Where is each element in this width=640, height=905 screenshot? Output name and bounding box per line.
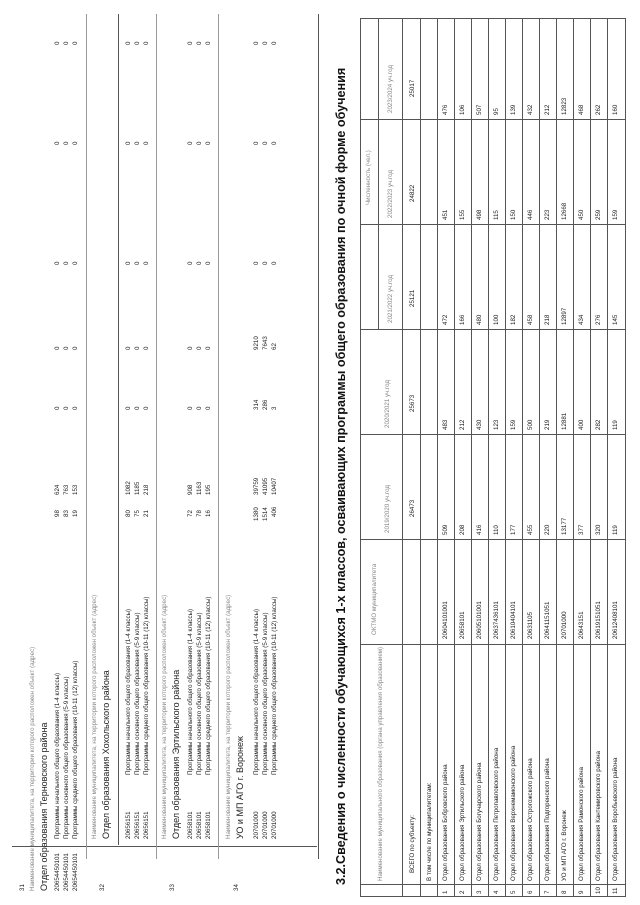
cell-v2023: 212 xyxy=(544,104,551,115)
cell-name: Отдел образования Богучарского района xyxy=(476,762,483,881)
row-v5: 0 xyxy=(205,261,212,265)
cell-octmo: 20637436101 xyxy=(493,601,500,639)
row-v3: 0 xyxy=(63,406,70,410)
row-v5: 0 xyxy=(63,261,70,265)
row-v1: 98 xyxy=(54,510,61,517)
row-v5: 0 xyxy=(196,261,203,265)
row-v6: 0 xyxy=(72,141,79,145)
total-2021: 25121 xyxy=(409,289,416,307)
row-code: 20656151 xyxy=(143,811,150,839)
cell-v2021: 100 xyxy=(493,314,500,325)
cell-v2021: 218 xyxy=(544,314,551,325)
row-rule xyxy=(454,18,455,897)
row-v7: 0 xyxy=(125,41,132,45)
cell-n: 10 xyxy=(595,887,602,894)
cell-v2023: 476 xyxy=(442,104,449,115)
row-program: Программы среднего общего образования (10-11 (12) классы) xyxy=(72,660,79,839)
row-v6: 0 xyxy=(125,141,132,145)
row-program: Программы начального общего образования (1-4 классы) xyxy=(253,608,260,775)
cell-v2021: 458 xyxy=(527,314,534,325)
row-v4: 7643 xyxy=(262,336,269,350)
cell-name: УО и МП АГО г. Воронеж xyxy=(561,810,568,881)
col-rule xyxy=(360,884,626,885)
row-code: 20658101 xyxy=(187,811,194,839)
row-v4: 0 xyxy=(143,346,150,350)
cell-v2023: 432 xyxy=(527,104,534,115)
cell-n: 3 xyxy=(476,890,483,894)
cell-name: Отдел образования Острогожского района xyxy=(527,758,534,881)
cell-v2021: 276 xyxy=(595,314,602,325)
cell-name: Отдел образования Эртильского района xyxy=(459,764,466,881)
row-code: 20654450101 xyxy=(54,853,61,891)
header-2023: 2023/2024 уч.год xyxy=(387,64,394,113)
cell-n: 11 xyxy=(612,887,619,894)
row-v3: 0 xyxy=(125,406,132,410)
cell-v2022: 451 xyxy=(442,209,449,220)
row-program: Программы основного общего образования (5-9 классы) xyxy=(196,612,203,775)
row-v1: 16 xyxy=(205,510,212,517)
total-2022: 24822 xyxy=(409,184,416,202)
row-v4: 0 xyxy=(134,346,141,350)
block-caption: Наименование муниципалитета, на территории которого расположен объект (адрес) xyxy=(161,594,168,839)
row-v3: 314 xyxy=(253,399,260,410)
row-rule xyxy=(505,18,506,897)
cell-v2021: 12897 xyxy=(561,307,568,325)
cell-name: Отдел образования Петропавловского района xyxy=(493,747,500,881)
cell-v2019: 377 xyxy=(578,524,585,535)
row-v3: 286 xyxy=(262,399,269,410)
cell-octmo: 20605101001 xyxy=(476,601,483,639)
cell-v2022: 159 xyxy=(612,209,619,220)
block-index: 34 xyxy=(233,884,240,891)
row-v2: 908 xyxy=(187,484,194,495)
block-rule xyxy=(118,14,119,845)
row-program: Программы основного общего образования (5-9 классы) xyxy=(134,612,141,775)
cell-v2020: 123 xyxy=(493,419,500,430)
header-2022: 2022/2023 уч.год xyxy=(387,169,394,218)
cell-n: 4 xyxy=(493,890,500,894)
cell-v2022: 150 xyxy=(510,209,517,220)
subhead-label: В том числе по муниципалитетам: xyxy=(426,782,433,881)
row-v1: 83 xyxy=(63,510,70,517)
row-v1: 78 xyxy=(196,510,203,517)
row-v5: 0 xyxy=(134,261,141,265)
cell-n: 9 xyxy=(578,890,585,894)
row-v6: 0 xyxy=(54,141,61,145)
table-border-left xyxy=(360,896,626,897)
row-v5: 0 xyxy=(253,261,260,265)
row-v6: 0 xyxy=(187,141,194,145)
cell-v2019: 509 xyxy=(442,524,449,535)
col-rule xyxy=(360,644,626,645)
row-v1: 1380 xyxy=(253,507,260,521)
row-program: Программы начального общего образования (1-4 классы) xyxy=(125,608,132,775)
row-v7: 0 xyxy=(196,41,203,45)
cell-v2019: 208 xyxy=(459,524,466,535)
cell-v2019: 416 xyxy=(476,524,483,535)
section-title: 3.2.Сведения о численности обучающихся 1-х классов, осваивающих программы общего образования по очной форме обучения xyxy=(334,67,348,885)
block-title: Отдел образования Хохольского района xyxy=(101,670,111,839)
row-v3: 0 xyxy=(54,406,61,410)
row-v6: 0 xyxy=(134,141,141,145)
row-v2: 624 xyxy=(54,484,61,495)
cell-v2021: 145 xyxy=(612,314,619,325)
row-rule xyxy=(539,18,540,897)
row-code: 20654450101 xyxy=(72,853,79,891)
row-v1: 80 xyxy=(125,510,132,517)
row-v1: 75 xyxy=(134,510,141,517)
row-v6: 0 xyxy=(63,141,70,145)
cell-v2019: 320 xyxy=(595,524,602,535)
row-code: 20656151 xyxy=(125,811,132,839)
cell-v2020: 483 xyxy=(442,419,449,430)
cell-n: 7 xyxy=(544,890,551,894)
row-v5: 0 xyxy=(54,261,61,265)
row-v4: 0 xyxy=(187,346,194,350)
cell-v2023: 507 xyxy=(476,104,483,115)
row-rule xyxy=(488,18,489,897)
row-v5: 0 xyxy=(187,261,194,265)
header-octmo: ОКТМО муниципалитета xyxy=(371,563,378,635)
cell-v2022: 450 xyxy=(578,209,585,220)
row-v6: 0 xyxy=(262,141,269,145)
cell-v2023: 12823 xyxy=(561,97,568,115)
total-2020: 25673 xyxy=(409,394,416,412)
cell-octmo: 20604101001 xyxy=(442,601,449,639)
row-v2: 39759 xyxy=(253,477,260,495)
block-caption: Наименование муниципалитета, на территории которого расположен объект (адрес) xyxy=(29,646,36,891)
cell-name: Отдел образования Воробьевского района xyxy=(612,757,619,881)
col-rule xyxy=(360,224,626,225)
row-code: 20701000 xyxy=(262,811,269,839)
cell-octmo: 20641151051 xyxy=(544,601,551,639)
row-v5: 0 xyxy=(125,261,132,265)
table-border-bottom xyxy=(625,18,626,897)
row-v2: 218 xyxy=(143,484,150,495)
row-v7: 0 xyxy=(253,41,260,45)
row-v5: 0 xyxy=(143,261,150,265)
row-v4: 0 xyxy=(205,346,212,350)
row-v4: 0 xyxy=(196,346,203,350)
row-rule xyxy=(437,18,438,897)
row-v1: 406 xyxy=(271,506,278,517)
row-v7: 0 xyxy=(187,41,194,45)
block-index: 31 xyxy=(19,884,26,891)
row-rule xyxy=(522,18,523,897)
row-v1: 21 xyxy=(143,510,150,517)
cell-v2022: 259 xyxy=(595,209,602,220)
row-v2: 153 xyxy=(72,484,79,495)
row-program: Программы среднего общего образования (10-11 (12) классы) xyxy=(143,596,150,775)
block-title: Отдел образования Терновского района xyxy=(39,722,49,891)
row-v3: 0 xyxy=(196,406,203,410)
cell-v2023: 95 xyxy=(493,108,500,115)
cell-name: Отдел образования Бобровского района xyxy=(442,764,449,881)
cell-v2020: 500 xyxy=(527,419,534,430)
cell-v2023: 468 xyxy=(578,104,585,115)
row-program: Программы начального общего образования (1-4 классы) xyxy=(54,672,61,839)
block-divider xyxy=(156,14,157,859)
cell-v2022: 12668 xyxy=(561,202,568,220)
cell-v2022: 155 xyxy=(459,209,466,220)
upper-bottom-rule xyxy=(318,14,319,859)
header-2020: 2020/2021 уч.год xyxy=(384,379,391,428)
row-code: 20656151 xyxy=(134,811,141,839)
cell-n: 6 xyxy=(527,890,534,894)
col-rule xyxy=(360,119,626,120)
header-name: Наименование муниципального образования (органа управления образованием) xyxy=(377,646,384,881)
row-program: Программы основного общего образования (5-9 классы) xyxy=(262,612,269,775)
table-border-top xyxy=(360,18,361,897)
row-v2: 195 xyxy=(205,484,212,495)
cell-v2022: 223 xyxy=(544,209,551,220)
cell-name: Отдел образования Подгоренского района xyxy=(544,758,551,881)
row-v6: 0 xyxy=(143,141,150,145)
cell-v2023: 262 xyxy=(595,104,602,115)
row-code: 20701000 xyxy=(271,811,278,839)
cell-v2021: 182 xyxy=(510,314,517,325)
cell-v2020: 400 xyxy=(578,419,585,430)
total-2023: 25017 xyxy=(409,79,416,97)
row-code: 20658101 xyxy=(205,811,212,839)
cell-v2021: 434 xyxy=(578,314,585,325)
cell-v2022: 446 xyxy=(527,209,534,220)
total-2019: 26473 xyxy=(409,499,416,517)
row-v3: 0 xyxy=(205,406,212,410)
row-v4: 0 xyxy=(72,346,79,350)
cell-v2019: 119 xyxy=(612,525,619,535)
header-bottom-rule xyxy=(402,18,403,897)
cell-v2020: 212 xyxy=(459,419,466,430)
cell-octmo: 20701000 xyxy=(561,611,568,639)
row-v4: 0 xyxy=(63,346,70,350)
row-v1: 19 xyxy=(72,510,79,517)
row-v6: 0 xyxy=(253,141,260,145)
row-rule xyxy=(590,18,591,897)
row-program: Программы среднего общего образования (10-11 (12) классы) xyxy=(271,596,278,775)
block-divider xyxy=(86,14,87,859)
row-v3: 0 xyxy=(143,406,150,410)
row-code: 20701000 xyxy=(253,811,260,839)
row-v2: 1082 xyxy=(125,481,132,495)
cell-v2020: 159 xyxy=(510,419,517,430)
cell-v2020: 119 xyxy=(612,420,619,430)
row-v7: 0 xyxy=(143,41,150,45)
cell-octmo: 20612408101 xyxy=(612,601,619,639)
cell-v2023: 160 xyxy=(612,104,619,115)
upper-left-rule xyxy=(12,846,317,847)
header-2021: 2021/2022 уч.год xyxy=(387,274,394,323)
block-caption: Наименование муниципалитета, на территории которого расположен объект (адрес) xyxy=(225,594,232,839)
cell-v2019: 455 xyxy=(527,524,534,535)
row-v1: 72 xyxy=(187,510,194,517)
cell-n: 2 xyxy=(459,890,466,894)
row-rule xyxy=(607,18,608,897)
row-rule xyxy=(471,18,472,897)
block-divider xyxy=(218,14,219,859)
row-code: 20654450101 xyxy=(63,853,70,891)
row-v4: 0 xyxy=(54,346,61,350)
col-rule xyxy=(360,329,626,330)
row-v4: 0 xyxy=(125,346,132,350)
row-v6: 0 xyxy=(196,141,203,145)
block-title: УО и МП АГО г. Воронеж xyxy=(235,736,245,839)
row-v5: 0 xyxy=(271,261,278,265)
row-program: Программы начального общего образования (1-4 классы) xyxy=(187,608,194,775)
cell-v2023: 139 xyxy=(510,104,517,115)
row-v2: 10407 xyxy=(271,477,278,495)
cell-name: Отдел образования Верхнемамонского района xyxy=(510,745,517,881)
cell-v2019: 220 xyxy=(544,524,551,535)
row-v7: 0 xyxy=(134,41,141,45)
cell-v2019: 177 xyxy=(510,524,517,535)
cell-v2020: 12881 xyxy=(561,412,568,430)
row-v7: 0 xyxy=(63,41,70,45)
cell-v2020: 219 xyxy=(544,419,551,430)
cell-name: Отдел образования Кантемировского района xyxy=(595,751,602,881)
cell-v2019: 110 xyxy=(493,525,500,535)
row-v6: 0 xyxy=(271,141,278,145)
row-v7: 0 xyxy=(72,41,79,45)
row-v2: 41095 xyxy=(262,477,269,495)
row-v4: 62 xyxy=(271,343,278,350)
header-2019: 2019/2020 уч.год xyxy=(384,484,391,533)
block-index: 33 xyxy=(169,884,176,891)
cell-v2020: 430 xyxy=(476,419,483,430)
cell-v2021: 480 xyxy=(476,314,483,325)
cell-octmo: 20658101 xyxy=(459,611,466,639)
header-group-rule xyxy=(378,19,379,330)
cell-v2022: 115 xyxy=(493,210,500,220)
col-rule xyxy=(360,434,626,435)
block-caption: Наименование муниципалитета, на территории которого расположен объект (адрес) xyxy=(91,594,98,839)
row-v6: 0 xyxy=(205,141,212,145)
cell-octmo: 20619151051 xyxy=(595,601,602,639)
cell-v2021: 166 xyxy=(459,314,466,325)
row-code: 20658101 xyxy=(196,811,203,839)
row-v7: 0 xyxy=(271,41,278,45)
cell-v2020: 282 xyxy=(595,419,602,430)
row-v2: 1185 xyxy=(134,481,141,495)
row-rule xyxy=(420,18,421,897)
row-v7: 0 xyxy=(205,41,212,45)
row-rule xyxy=(556,18,557,897)
row-v3: 3 xyxy=(271,406,278,410)
cell-v2019: 13177 xyxy=(561,517,568,535)
cell-v2023: 106 xyxy=(459,104,466,115)
cell-name: Отдел образования Рамонского района xyxy=(578,767,585,881)
row-rule xyxy=(573,18,574,897)
cell-n: 5 xyxy=(510,890,517,894)
cell-n: 8 xyxy=(561,890,568,894)
row-v5: 0 xyxy=(72,261,79,265)
cell-v2022: 498 xyxy=(476,209,483,220)
cell-n: 1 xyxy=(442,890,449,894)
cell-v2021: 472 xyxy=(442,314,449,325)
block-title: Отдел образования Эртильского района xyxy=(171,669,181,839)
cell-octmo: 20631105 xyxy=(527,611,534,639)
row-v5: 0 xyxy=(262,261,269,265)
header-group: Численность (чел.) xyxy=(365,150,372,205)
row-v1: 1514 xyxy=(262,507,269,521)
cell-octmo: 20643151 xyxy=(578,611,585,639)
row-v3: 0 xyxy=(72,406,79,410)
col-rule xyxy=(360,539,626,540)
row-v3: 0 xyxy=(134,406,141,410)
block-index: 32 xyxy=(99,884,106,891)
row-v4: 9210 xyxy=(253,336,260,350)
row-v2: 763 xyxy=(63,484,70,495)
row-program: Программы основного общего образования (5-9 классы) xyxy=(63,676,70,839)
cell-octmo: 20610404101 xyxy=(510,601,517,639)
row-program: Программы среднего общего образования (10-11 (12) классы) xyxy=(205,596,212,775)
row-v7: 0 xyxy=(262,41,269,45)
row-v3: 0 xyxy=(187,406,194,410)
total-label: ВСЕГО по субъекту: xyxy=(409,815,416,873)
table-border-right xyxy=(360,18,626,19)
row-v7: 0 xyxy=(54,41,61,45)
row-v2: 1163 xyxy=(196,481,203,495)
